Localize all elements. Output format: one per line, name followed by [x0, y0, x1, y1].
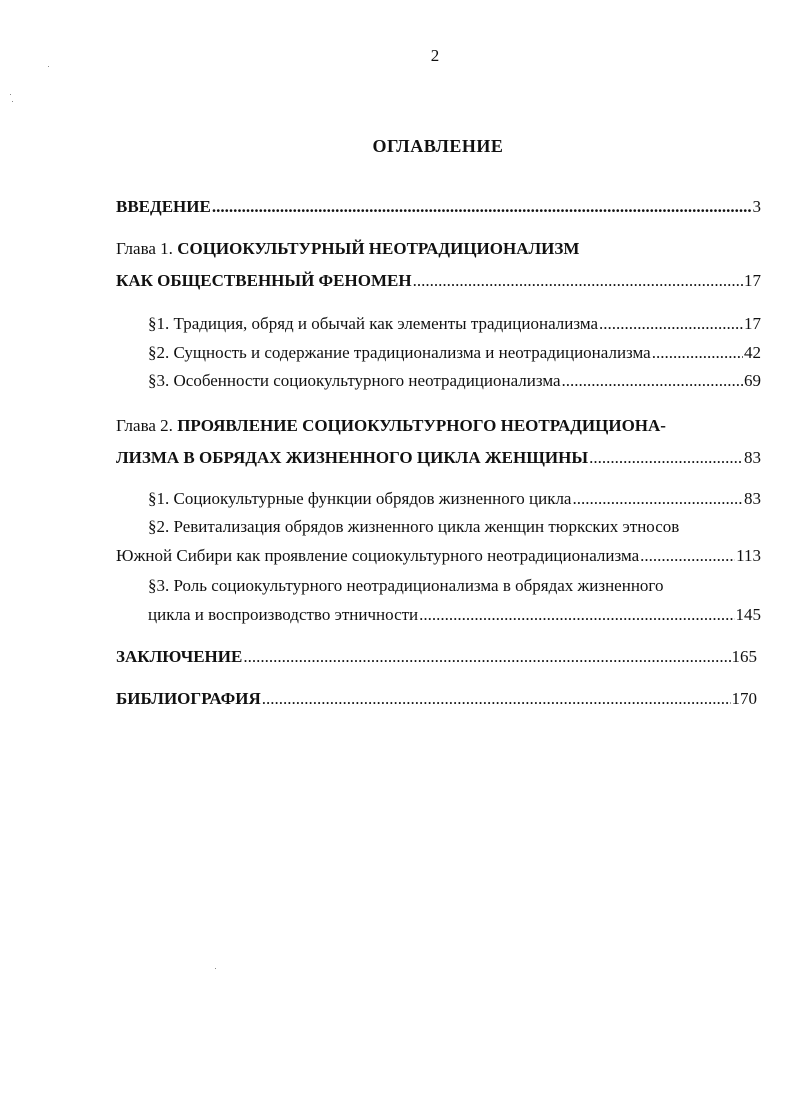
- toc-entry-bibliography-label: БИБЛИОГРАФИЯ: [116, 689, 261, 708]
- section-2-2-label-line2: Южной Сибири как проявление социокультурного неотрадиционализма: [116, 546, 640, 565]
- section-2-2-page: 113: [736, 546, 761, 565]
- toc-entry-conclusion-page: 165: [731, 647, 757, 666]
- toc-entry-bibliography-page: 170: [731, 689, 757, 708]
- toc-chapter1-line2[interactable]: [116, 271, 761, 295]
- toc-chapter2-line1[interactable]: [116, 416, 666, 436]
- toc-entry-intro-label: ВВЕДЕНИЕ: [116, 197, 211, 216]
- chapter2-title-line1: ПРОЯВЛЕНИЕ СОЦИОКУЛЬТУРНОГО НЕОТРАДИЦИОНА-: [177, 416, 666, 435]
- chapter1-page: 17: [744, 271, 761, 290]
- scan-speck: [12, 101, 13, 102]
- section-1-1-label: §1. Традиция, обряд и обычай как элементы традиционализма: [148, 314, 599, 333]
- chapter1-title-line2: КАК ОБЩЕСТВЕННЫЙ ФЕНОМЕН: [116, 271, 412, 290]
- toc-title: ОГЛАВЛЕНИЕ: [372, 136, 504, 156]
- leader-dots: [562, 371, 743, 391]
- toc-section-1-2[interactable]: [148, 343, 761, 367]
- section-2-2-label-line1: §2. Ревитализация обрядов жизненного цикла женщин тюркских этносов: [148, 517, 680, 536]
- leader-dots: [640, 546, 735, 566]
- leader-dots: [413, 271, 743, 291]
- leader-dots: [212, 197, 752, 217]
- toc-chapter1-line1[interactable]: [116, 239, 579, 259]
- page-number: 2: [430, 46, 440, 65]
- leader-dots: [599, 314, 743, 334]
- section-1-3-page: 69: [744, 371, 761, 390]
- toc-entry-bibliography[interactable]: [116, 689, 757, 713]
- chapter2-prefix: Глава 2.: [116, 416, 173, 435]
- leader-dots: [419, 605, 734, 625]
- toc-entry-conclusion-label: ЗАКЛЮЧЕНИЕ: [116, 647, 243, 666]
- leader-dots: [589, 448, 743, 468]
- section-2-3-page: 145: [735, 605, 761, 624]
- toc-entry-intro[interactable]: [116, 197, 761, 221]
- toc-section-2-1[interactable]: [148, 489, 761, 513]
- chapter1-title-line1: СОЦИОКУЛЬТУРНЫЙ НЕОТРАДИЦИОНАЛИЗМ: [177, 239, 580, 258]
- toc-section-1-1[interactable]: [148, 314, 761, 338]
- toc-entry-conclusion[interactable]: [116, 647, 757, 671]
- leader-dots: [572, 489, 743, 509]
- toc-entry-intro-page: 3: [752, 197, 761, 216]
- section-2-1-page: 83: [744, 489, 761, 508]
- scan-speck: [48, 66, 49, 67]
- section-1-3-label: §3. Особенности социокультурного неотрадиционализма: [148, 371, 561, 390]
- section-2-3-label-line2: цикла и воспроизводство этничности: [148, 605, 419, 624]
- toc-chapter2-line2[interactable]: [116, 448, 761, 472]
- chapter2-title-line2: ЛИЗМА В ОБРЯДАХ ЖИЗНЕННОГО ЦИКЛА ЖЕНЩИНЫ: [116, 448, 589, 467]
- section-2-1-label: §1. Социокультурные функции обрядов жизненного цикла: [148, 489, 572, 508]
- chapter1-prefix: Глава 1.: [116, 239, 173, 258]
- section-1-2-label: §2. Сущность и содержание традиционализма и неотрадиционализма: [148, 343, 651, 362]
- leader-dots: [243, 647, 730, 667]
- chapter2-page: 83: [744, 448, 761, 467]
- toc-section-2-3-line1[interactable]: [148, 576, 663, 596]
- leader-dots: [652, 343, 743, 363]
- toc-section-1-3[interactable]: [148, 371, 761, 395]
- section-2-3-label-line1: §3. Роль социокультурного неотрадиционализма в обрядах жизненного: [148, 576, 664, 595]
- toc-section-2-2-line1[interactable]: [148, 517, 679, 537]
- scan-speck: [10, 94, 11, 95]
- toc-section-2-2-line2[interactable]: [116, 546, 761, 570]
- section-1-1-page: 17: [744, 314, 761, 333]
- toc-section-2-3-line2[interactable]: [148, 605, 761, 629]
- scan-speck: [215, 968, 216, 969]
- section-1-2-page: 42: [744, 343, 761, 362]
- leader-dots: [262, 689, 731, 709]
